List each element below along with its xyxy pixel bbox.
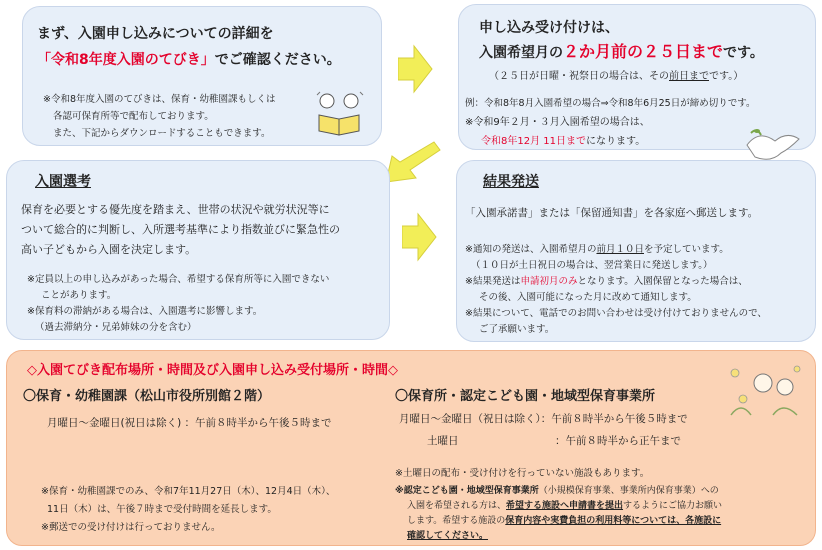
flower-children-icon bbox=[723, 359, 807, 421]
result-title: 結果発送 bbox=[483, 174, 539, 190]
guide-box bbox=[22, 6, 382, 146]
deadline-line3-b: です。） bbox=[709, 71, 744, 82]
right-note4-a: します。希望する施設の bbox=[407, 516, 506, 526]
selection-n3: ※保育料の滞納がある場合は、入園選考に影響します。 bbox=[27, 306, 263, 317]
result-n5: ※結果について、電話でのお問い合わせは受け付けておりませんので、 bbox=[465, 308, 767, 319]
deadline-red: ２か月前の２５日まで bbox=[563, 42, 724, 61]
selection-title: 入園選考 bbox=[35, 174, 91, 190]
right-hours-saturday-value: ：午前８時半から正午まで bbox=[555, 435, 681, 447]
deadline-special-red: 令和8年12月 11日まで bbox=[481, 136, 586, 147]
deadline-line2-a: 入園希望月の bbox=[479, 45, 563, 61]
left-note1: ※保育・幼稚園課でのみ、令和7年11月27日（木）、12月4日（木）、 bbox=[41, 486, 336, 497]
result-n1 bbox=[465, 241, 729, 255]
selection-p1: 保育を必要とする優先度を踏まえ、世帯の状況や就労状況等に bbox=[21, 203, 330, 216]
right-note5-u: 確認してください。 bbox=[407, 531, 489, 541]
deadline-line3-a: （２５日が日曜・祝祭日の場合は、その bbox=[489, 71, 669, 82]
deadline-special-b: になります。 bbox=[586, 136, 646, 147]
book-reading-children-icon bbox=[313, 89, 369, 139]
guide-note3: また、下記からダウンロードすることもできます。 bbox=[53, 128, 271, 139]
locations-header: ◇入園てびき配布場所・時間及び入園申し込み受付場所・時間◇ bbox=[27, 363, 398, 378]
result-n1-b: を予定しています。 bbox=[643, 244, 729, 255]
right-note2-rest: （小規模保育事業、事業所内保育事業）への bbox=[538, 486, 719, 496]
right-note2-bold: ※認定こども園・地域型保育事業所 bbox=[395, 486, 539, 496]
right-note5 bbox=[407, 528, 488, 541]
deadline-line1: 申し込み受け付けは、 bbox=[479, 20, 619, 36]
deadline-special-date bbox=[481, 132, 645, 147]
right-note2 bbox=[395, 483, 719, 496]
right-note3-u: 希望する施設へ申請書を提出 bbox=[506, 501, 624, 511]
down-left-arrow-icon bbox=[382, 138, 442, 186]
deadline-line2 bbox=[479, 39, 764, 62]
selection-p3: 高い子どもから入園を決定します。 bbox=[21, 243, 197, 256]
right-note1: ※土曜日の配布・受け付けを行っていない施設もあります。 bbox=[395, 468, 650, 479]
left-office-hours: 月曜日～金曜日(祝日は除く) ：午前８時半から午後５時まで bbox=[47, 417, 332, 429]
result-n3-b: となります。入園保留となった場合は、 bbox=[577, 276, 748, 287]
guide-note2: 各認可保育所等で配布しております。 bbox=[53, 111, 214, 122]
right-facility-title: 〇保育所・認定こども園・地域型保育事業所 bbox=[395, 389, 656, 404]
selection-box bbox=[6, 160, 390, 340]
left-office-title: 〇保育・幼稚園課（松山市役所別館２階） bbox=[23, 389, 271, 404]
result-n3 bbox=[465, 273, 748, 287]
result-box bbox=[456, 160, 816, 342]
guide-title-red: 「令和8年度入園のてびき」 bbox=[37, 52, 215, 68]
selection-n2: ことがあります。 bbox=[41, 290, 117, 301]
result-n6: ご了承願います。 bbox=[479, 324, 555, 335]
result-n1-u: 前月１０日 bbox=[596, 244, 644, 255]
result-n2: （１０日が土日祝日の場合は、翌営業日に発送します。） bbox=[471, 260, 713, 271]
deadline-line3-u: 前日まで bbox=[669, 71, 709, 82]
deadline-special: ※令和9年２月・３月入園希望の場合は、 bbox=[465, 117, 650, 128]
result-n3-red: 申請初月のみ bbox=[520, 276, 578, 287]
result-n1-a: ※通知の発送は、入園希望月の bbox=[465, 244, 597, 255]
right-arrow-icon bbox=[398, 44, 434, 94]
right-note3 bbox=[407, 498, 722, 511]
right-note4-u: 保育内容や実費負担の利用料等については、各施設に bbox=[505, 516, 722, 526]
deadline-line2-b: です。 bbox=[723, 45, 764, 61]
right-note3-b: するようにご協力お願い bbox=[623, 501, 723, 511]
left-note3: ※郵送での受け付けは行っておりません。 bbox=[41, 522, 221, 533]
guide-line2-rest: でご確認ください。 bbox=[214, 52, 341, 68]
right-arrow-icon bbox=[402, 212, 438, 262]
guide-line1: まず、入園申し込みについての詳細を bbox=[37, 26, 274, 42]
locations-section bbox=[6, 350, 816, 546]
guide-note1: ※令和8年度入園のてびきは、保育・幼稚園課もしくは bbox=[43, 94, 276, 105]
result-n4: その後、入園可能になった月に改めて通知します。 bbox=[479, 292, 697, 303]
selection-n1: ※定員以上の申し込みがあった場合、希望する保育所等に入園できない bbox=[27, 274, 330, 285]
selection-p2: ついて総合的に判断し、入所選考基準により指数並びに緊急性の bbox=[21, 223, 340, 236]
deadline-box bbox=[458, 4, 816, 150]
deadline-example: 例：令和8年8月入園希望の場合⇒令和8年6月25日が締め切りです。 bbox=[465, 98, 756, 109]
right-note4 bbox=[407, 513, 721, 526]
right-hours-weekday: 月曜日～金曜日（祝日は除く）：午前８時半から午後５時まで bbox=[399, 413, 688, 425]
result-n3-a: ※結果発送は bbox=[465, 276, 521, 287]
result-p1: 「入園承諾書」または「保留通知書」を各家庭へ郵送します。 bbox=[465, 207, 759, 219]
left-note2: 11日（木）は、午後７時まで受付時間を延長します。 bbox=[47, 504, 277, 515]
right-note3-a: 入園を希望される方は、 bbox=[407, 501, 507, 511]
guide-line2 bbox=[37, 49, 341, 69]
selection-n4: （過去滞納分・兄弟姉妹の分を含む） bbox=[35, 322, 197, 333]
deadline-line3 bbox=[489, 67, 743, 82]
right-hours-saturday-label: 土曜日 bbox=[427, 435, 459, 447]
